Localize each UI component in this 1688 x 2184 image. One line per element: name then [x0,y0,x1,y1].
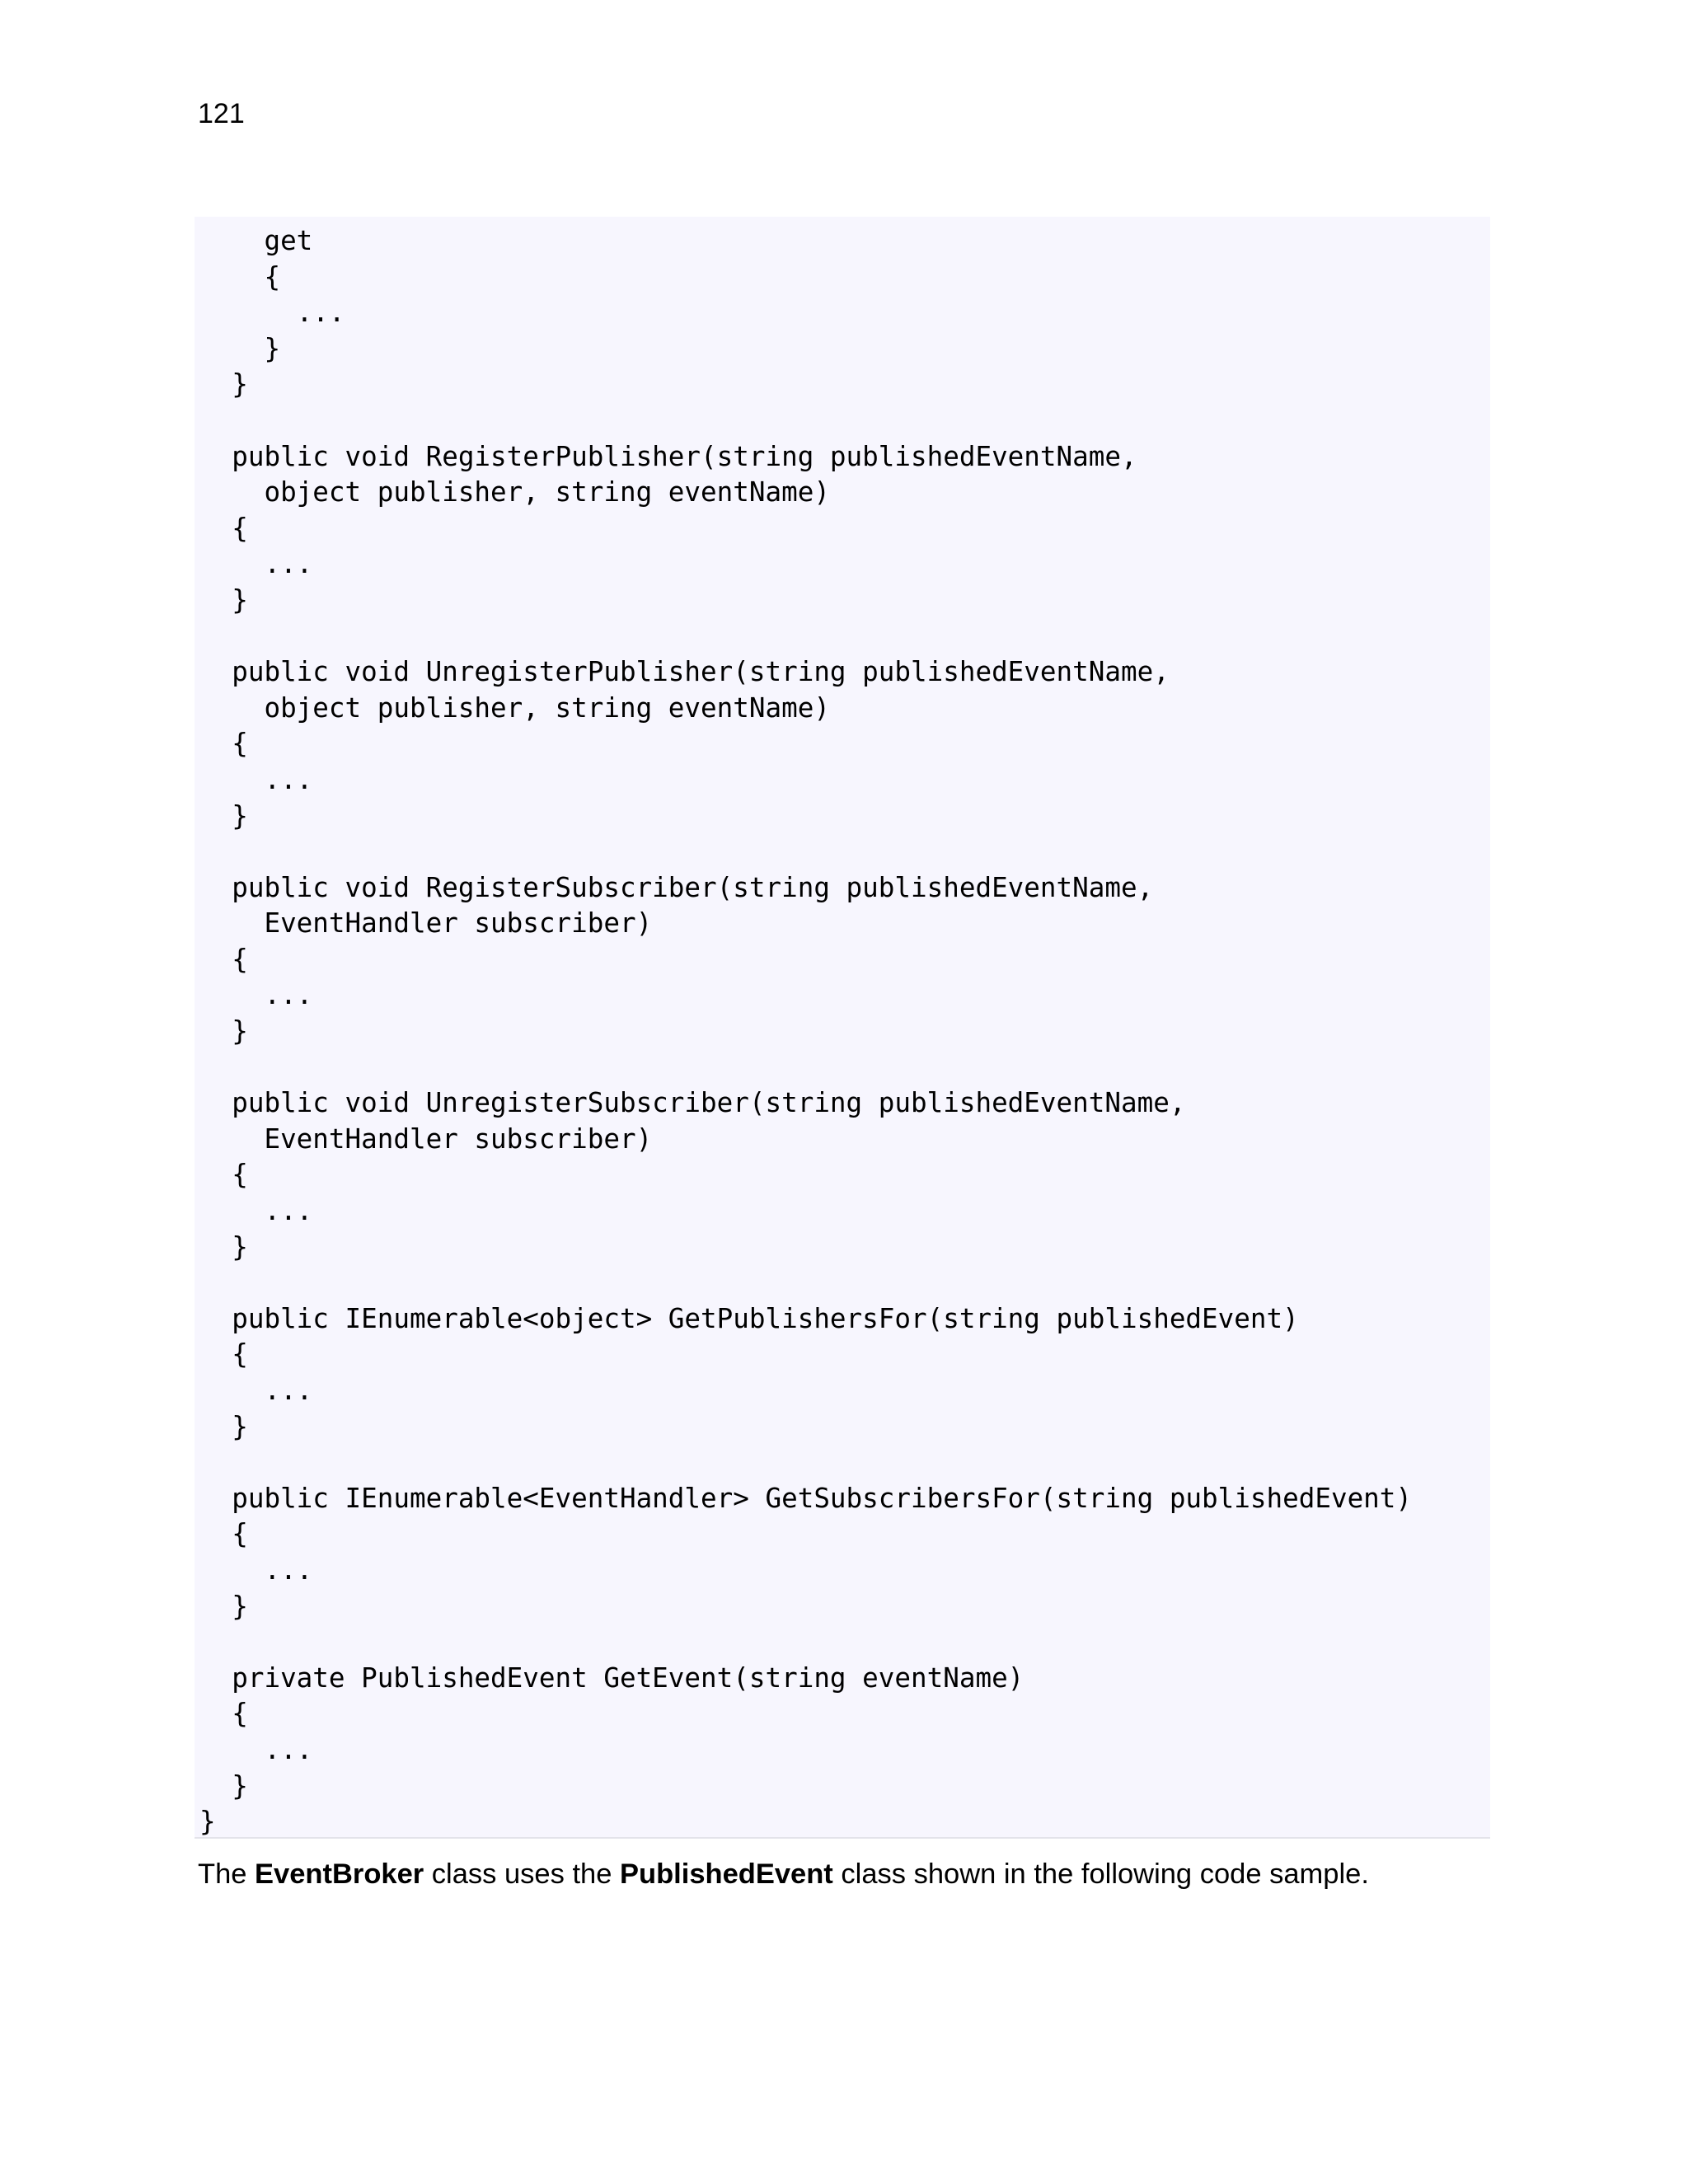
code-line: { [199,260,281,293]
code-line [199,403,1412,439]
code-line: } [199,1806,216,1838]
code-line: EventHandler subscriber) [199,907,653,940]
code-line: ... [199,1554,313,1586]
code-line: ... [199,979,313,1011]
code-line: } [199,1590,248,1622]
paragraph-class-name: PublishedEvent [620,1858,833,1890]
code-line: { [199,1159,248,1191]
code-line: { [199,728,248,760]
code-line [199,1050,1412,1086]
code-line: ... [199,763,313,795]
code-line: public IEnumerable<EventHandler> GetSubscribersFor(string publishedEvent) [199,1482,1413,1514]
paragraph-text: class shown in the following code sample. [832,1858,1369,1890]
code-line: public void RegisterPublisher(string publishedEventName, [199,440,1137,472]
paragraph-text: The [198,1858,256,1890]
code-line: ... [199,1195,313,1227]
code-line: { [199,1338,248,1371]
page-number: 121 [198,98,245,129]
code-line: } [199,583,248,616]
code-line: object publisher, string eventName) [199,691,830,724]
code-line: ... [199,1375,313,1406]
paragraph-text: class uses the [424,1858,620,1890]
code-line: EventHandler subscriber) [199,1122,653,1155]
code-line: } [199,1410,248,1442]
code-line: { [199,1518,248,1550]
code-line: } [199,332,281,364]
code-line: public void UnregisterSubscriber(string publishedEventName, [199,1087,1186,1119]
code-line [199,834,1412,870]
body-paragraph [198,1856,1484,1892]
code-line [199,1445,1412,1481]
code-line: ... [199,548,313,580]
code-line: { [199,943,248,975]
code-line: public void RegisterSubscriber(string publishedEventName, [199,871,1154,903]
code-line: private PublishedEvent GetEvent(string eventName) [199,1661,1025,1694]
code-line: public IEnumerable<object> GetPublishersFor(string publishedEvent) [199,1302,1299,1334]
code-line: object publisher, string eventName) [199,476,830,509]
code-line: ... [199,297,345,329]
code-line: } [199,1230,248,1263]
code-sample-block [195,217,1490,1839]
code-line [199,1624,1412,1661]
code-line: } [199,799,248,832]
code-line: { [199,512,248,544]
code-line: } [199,368,248,401]
code-line: public void UnregisterPublisher(string publishedEventName, [199,656,1170,688]
paragraph-class-name: EventBroker [255,1858,424,1890]
code-line: get [199,225,313,256]
code-line [199,619,1412,655]
code-line: } [199,1015,248,1047]
code-line [199,1265,1412,1301]
code-line: ... [199,1733,313,1765]
code-line: { [199,1698,248,1730]
code-listing [199,223,1412,1840]
code-line: } [199,1769,248,1802]
